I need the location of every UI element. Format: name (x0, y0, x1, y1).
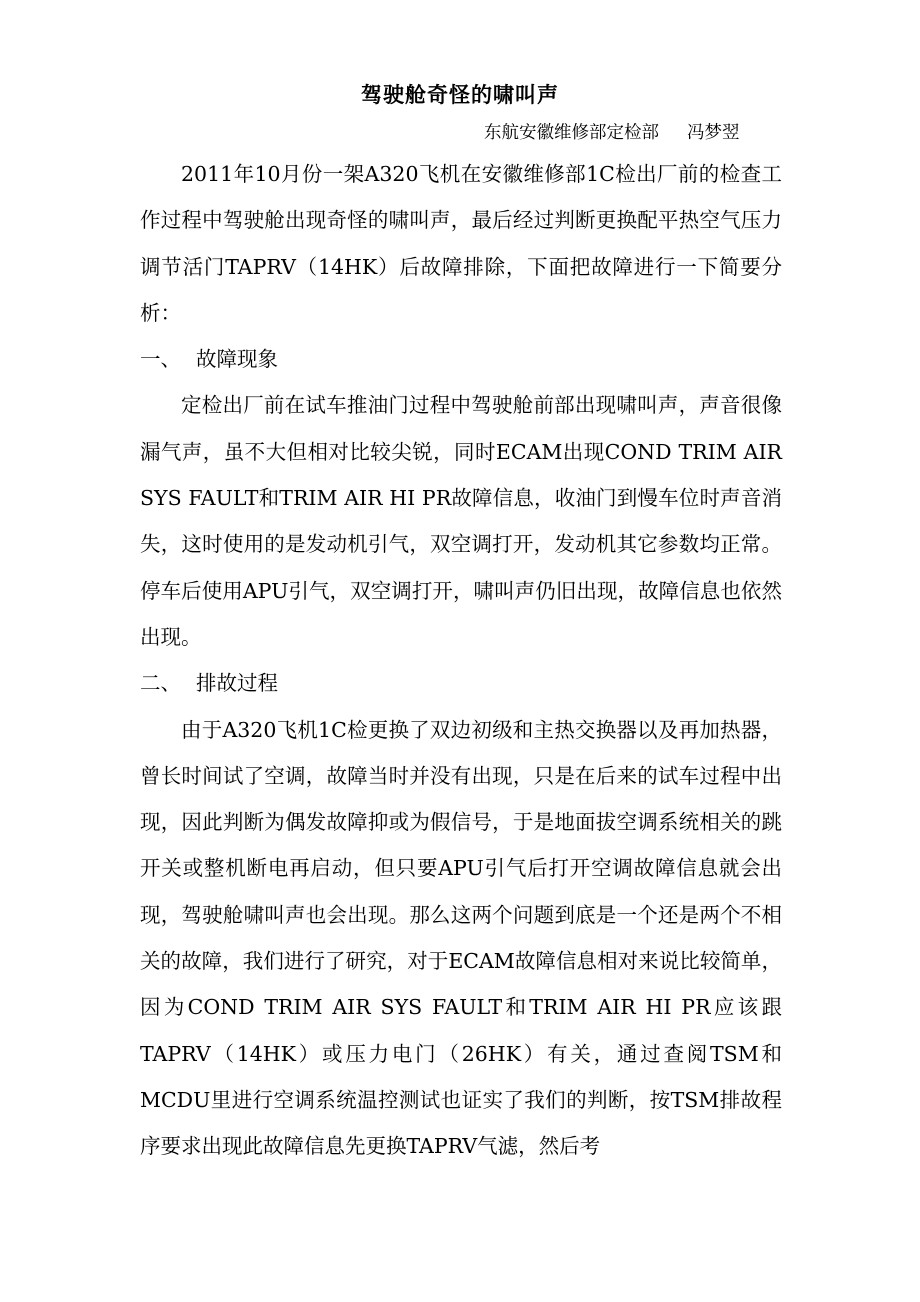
document-body (140, 151, 782, 1170)
author-line (484, 120, 740, 146)
document-title: 驾驶舱奇怪的啸叫声 (361, 83, 559, 107)
section-number-2: 二、 (140, 671, 181, 696)
intro-paragraph: 2011年10月份一架A320飞机在安徽维修部1C检出厂前的检查工作过程中驾驶舱出现奇怪的啸叫声，最后经过判断更换配平热空气压力调节活门TAPRV（14HK）后故障排除，下面把故障进行一下简要分析： (140, 162, 782, 325)
section-heading-1 (140, 336, 782, 382)
section-heading-2 (140, 660, 782, 706)
section-title-2: 排故过程 (196, 671, 278, 696)
affiliation: 东航安徽维修部定检部 (484, 123, 659, 143)
section-number-1: 一、 (140, 347, 181, 372)
author-name: 冯梦翌 (687, 123, 740, 143)
section-title-1: 故障现象 (196, 347, 278, 372)
section-paragraph-2: 由于A320飞机1C检更换了双边初级和主热交换器以及再加热器，曾长时间试了空调，故障当时并没有出现，只是在后来的试车过程中出现，因此判断为偶发故障抑或为假信号，于是地面拔空调系统相关的跳开关或整机断电再启动，但只要APU引气后打开空调故障信息就会出现，驾驶舱啸叫声也会出现。那么这两个问题到底是一个还是两个不相关的故障，我们进行了研究，对于ECAM故障信息相对来说比较简单，因为COND TRIM AIR SYS FAULT和TRIM AIR HI PR应该跟TAPRV（14HK）或压力电门（26HK）有关，通过查阅TSM和MCDU里进行空调系统温控测试也证实了我们的判断，按TSM排故程序要求出现此故障信息先更换TAPRV气滤，然后考 (140, 717, 782, 1159)
section-paragraph-1: 定检出厂前在试车推油门过程中驾驶舱前部出现啸叫声，声音很像漏气声，虽不大但相对比较尖锐，同时ECAM出现COND TRIM AIR SYS FAULT和TRIM AIR HI PR故障信息，收油门到慢车位时声音消失，这时使用的是发动机引气，双空调打开，发动机其它参数均正常。停车后使用APU引气，双空调打开，啸叫声仍旧出现，故障信息也依然出现。 (140, 393, 782, 649)
